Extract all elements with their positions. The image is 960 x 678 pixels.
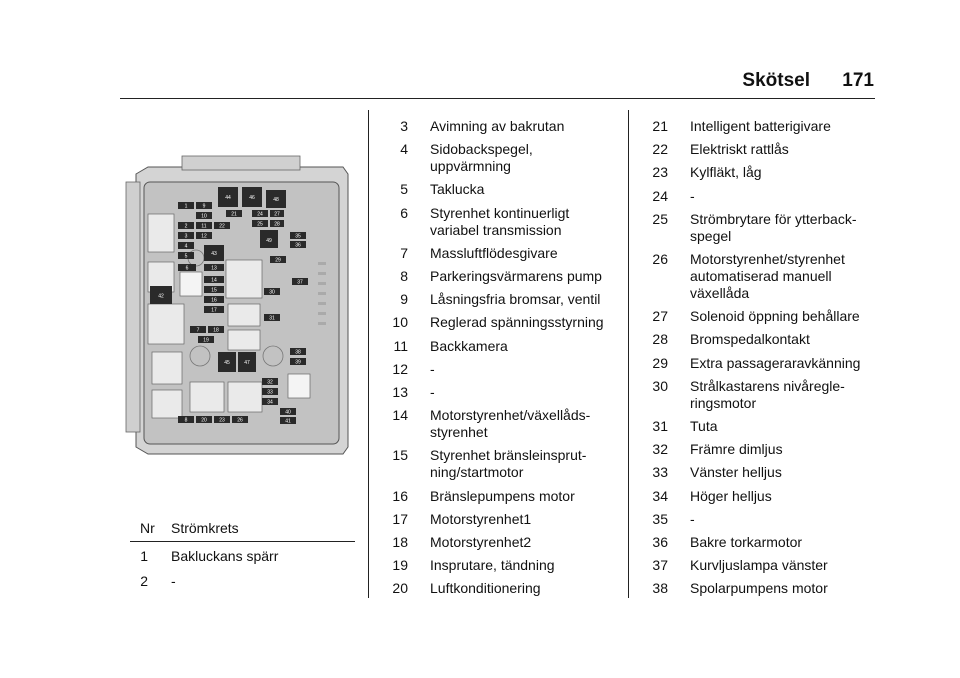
circuit-number: 34: [652, 487, 668, 504]
circuit-description: Styrenhet kontinuerligt: [430, 204, 570, 221]
circuit-description: -: [430, 360, 435, 377]
circuit-number: 4: [400, 141, 408, 158]
circuit-number: 9: [400, 291, 408, 308]
circuit-number: 27: [652, 308, 668, 325]
fuse-label: 13: [211, 265, 217, 272]
circuit-description: Strålkastarens nivåregle-: [690, 377, 845, 394]
circuit-number: 7: [400, 244, 408, 261]
circuit-number: 11: [393, 337, 408, 354]
circuit-number: 8: [400, 268, 408, 284]
circuit-number: 13: [392, 384, 408, 400]
circuit-number: 36: [652, 534, 668, 550]
fuse-label: 42: [158, 293, 164, 300]
fuse-label: 33: [267, 389, 273, 396]
circuit-number: 30: [652, 377, 668, 394]
circuit-number: 18: [392, 534, 408, 550]
fuse-label: 5: [184, 253, 188, 260]
fuse-label: 48: [273, 197, 279, 203]
fuse-label: 40: [285, 409, 291, 416]
fuse-label: 39: [295, 359, 301, 366]
circuit-number: 23: [652, 164, 668, 181]
column-divider-right: [628, 110, 629, 598]
circuit-description: Sidobackspegel,: [430, 141, 533, 158]
circuit-description: Solenoid öppning behållare: [690, 308, 860, 325]
fuse-box-diagram: [118, 112, 354, 492]
fuse-label: 25: [257, 221, 263, 228]
circuit-number: 1: [140, 548, 148, 564]
fuse-label: 44: [225, 195, 231, 201]
circuit-description: Höger helljus: [690, 487, 772, 504]
circuit-number: 38: [652, 580, 668, 597]
circuit-description: Motorstyrenhet/växellåds-: [430, 407, 591, 424]
fuse-label: 15: [211, 287, 217, 294]
fuse-label: 7: [196, 327, 200, 334]
circuit-description: variabel transmission: [430, 221, 562, 238]
circuit-description: Bromspedalkontakt: [690, 331, 810, 348]
circuit-number: 15: [392, 447, 408, 464]
circuit-description: Kurvljuslampa vänster: [690, 557, 828, 574]
fuse-label: 8: [184, 417, 188, 424]
fuse-label: 31: [269, 315, 275, 322]
circuit-description: ning/startmotor: [430, 464, 524, 481]
circuit-description: Bränslepumpens motor: [430, 487, 575, 504]
circuit-description: Reglerad spänningsstyrning: [430, 314, 604, 331]
circuit-number: 37: [652, 557, 668, 574]
circuit-number: 19: [392, 557, 408, 574]
fuse-label: 12: [201, 233, 207, 240]
fuse-label: 9: [202, 203, 206, 210]
fuse-label: 2: [184, 223, 188, 230]
circuit-number: 16: [392, 487, 408, 504]
circuit-number: 22: [652, 141, 668, 158]
column-divider-left: [368, 110, 369, 598]
circuit-number: 10: [392, 314, 408, 331]
circuit-number: 35: [652, 510, 668, 527]
circuit-description: Styrenhet bränsleinsprut-: [430, 447, 587, 464]
circuit-description: Främre dimljus: [690, 441, 783, 458]
fuse-label: 14: [211, 277, 217, 284]
circuit-number: 24: [652, 187, 668, 204]
circuit-number: 12: [392, 360, 408, 377]
table-header-rule: [130, 541, 355, 542]
circuit-description: Backkamera: [430, 337, 508, 354]
circuit-number: 28: [652, 331, 668, 348]
circuit-description: Motorstyrenhet/styrenhet: [690, 251, 845, 267]
circuit-description: styrenhet: [430, 424, 488, 441]
fuse-label: 36: [295, 242, 301, 249]
circuit-number: 29: [652, 354, 668, 371]
circuit-description: Bakluckans spärr: [171, 548, 279, 564]
circuit-number: 21: [652, 118, 668, 134]
column-header-nr: Nr: [140, 520, 155, 536]
circuit-number: 33: [652, 464, 668, 481]
circuit-description: Massluftflödesgivare: [430, 244, 558, 261]
fuse-box-svg: [118, 112, 354, 492]
circuit-description: spegel: [690, 227, 732, 244]
fuse-label: 26: [237, 417, 243, 424]
fuse-label: 22: [219, 223, 225, 230]
fuse-label: 1: [184, 203, 188, 210]
circuit-description: Tuta: [690, 418, 718, 434]
fuse-label: 4: [184, 243, 188, 250]
fuse-label: 6: [185, 265, 189, 272]
circuit-description: växellåda: [690, 285, 750, 301]
page-header-title: Skötsel: [742, 70, 810, 91]
fuse-label: 27: [274, 211, 280, 218]
circuit-number: 14: [392, 407, 408, 424]
fuse-label: 35: [295, 233, 301, 240]
circuit-description: Låsningsfria bromsar, ventil: [430, 291, 601, 308]
fuse-label: 37: [297, 279, 303, 286]
column-header-circuit: Strömkrets: [171, 520, 239, 536]
circuit-number: 6: [400, 204, 408, 221]
fuse-label: 19: [203, 337, 209, 344]
circuit-number: 31: [652, 418, 668, 434]
circuit-description: Kylfläkt, låg: [690, 164, 762, 181]
circuit-description: Avimning av bakrutan: [430, 118, 565, 134]
circuit-description: Insprutare, tändning: [430, 557, 555, 574]
circuit-number: 5: [400, 181, 408, 198]
circuit-description: ringsmotor: [690, 394, 757, 411]
fuse-label: 38: [295, 349, 301, 356]
fuse-label: 18: [213, 327, 219, 334]
fuse-label: 30: [269, 289, 275, 296]
fuse-label: 20: [201, 417, 207, 424]
fuse-label: 49: [266, 238, 272, 244]
fuse-label: 41: [285, 418, 291, 425]
circuit-description: Intelligent batterigivare: [690, 118, 831, 134]
circuit-description: -: [690, 187, 695, 204]
circuit-description: Spolarpumpens motor: [690, 580, 828, 597]
circuit-number: 25: [652, 210, 668, 227]
header-rule: [120, 98, 875, 99]
circuit-description: Taklucka: [430, 181, 485, 198]
circuit-number: 20: [392, 580, 408, 597]
circuit-description: -: [430, 384, 435, 400]
circuit-description: Parkeringsvärmarens pump: [430, 268, 602, 284]
fuse-label: 3: [184, 233, 188, 240]
fuse-label: 21: [231, 211, 237, 218]
fuse-label: 43: [211, 251, 217, 257]
circuit-description: -: [171, 573, 176, 589]
fuse-label: 10: [201, 213, 207, 220]
fuse-label: 46: [249, 195, 255, 201]
fuse-label: 47: [244, 360, 250, 366]
circuit-description: Elektriskt rattlås: [690, 141, 789, 158]
fuse-label: 24: [257, 211, 263, 218]
fuse-label: 29: [275, 257, 281, 264]
fuse-label: 11: [201, 223, 207, 230]
circuit-description: Bakre torkarmotor: [690, 534, 803, 550]
circuit-description: Strömbrytare för ytterback-: [690, 210, 857, 227]
page-number: 171: [842, 70, 874, 91]
fuse-label: 34: [267, 399, 273, 406]
circuit-number: 17: [392, 510, 408, 527]
fuse-label: 28: [274, 221, 280, 228]
fuse-label: 17: [211, 307, 217, 314]
circuit-description: automatiserad manuell: [690, 268, 832, 284]
circuit-description: Motorstyrenhet2: [430, 534, 532, 550]
circuit-description: -: [690, 510, 695, 527]
fuse-label: 45: [224, 360, 230, 366]
fuse-label: 23: [219, 417, 225, 424]
circuit-number: 26: [652, 251, 668, 267]
circuit-description: uppvärmning: [430, 158, 511, 175]
circuit-description: Extra passageraravkänning: [690, 354, 861, 371]
fuse-label: 16: [211, 297, 217, 304]
circuit-description: Luftkonditionering: [430, 580, 541, 597]
circuit-number: 3: [400, 118, 408, 134]
circuit-description: Vänster helljus: [690, 464, 782, 481]
circuit-number: 32: [652, 441, 668, 458]
circuit-number: 2: [140, 573, 148, 589]
fuse-label: 32: [267, 379, 273, 386]
circuit-description: Motorstyrenhet1: [430, 510, 532, 527]
